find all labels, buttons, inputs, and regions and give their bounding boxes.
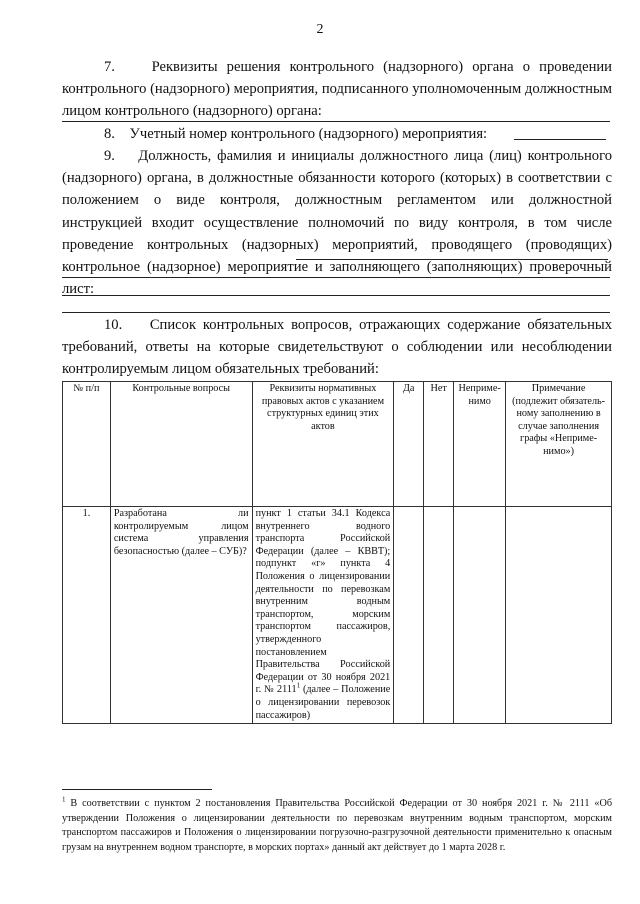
item-10-text: Список контрольных вопросов, отражающих содержание обязательных требований, ответы на которые свидетельствуют о соблюдении или несоблюдении контролируемым лицом обязательных требований: bbox=[62, 317, 612, 378]
item-7-number: 7. bbox=[104, 59, 115, 75]
item-8-fill-line bbox=[514, 139, 606, 140]
footnote bbox=[62, 797, 612, 855]
checklist-table bbox=[62, 381, 612, 724]
item-7-text: Реквизиты решения контрольного (надзорного) органа о проведении контрольного (надзорного) мероприятия, подписанного уполномоченным должностным лицом контрольного (надзорного) органа: bbox=[62, 59, 612, 120]
row-yes-cell[interactable] bbox=[394, 507, 424, 724]
footnote-separator bbox=[62, 789, 212, 790]
row-number: 1. bbox=[63, 507, 111, 724]
col-header-requisites: Реквизиты нормативных правовых актов с указанием структурных единиц этих актов bbox=[252, 382, 394, 507]
item-7-fill-line bbox=[62, 121, 610, 122]
row-requisites-tail: (далее – Положение о лицензировании перевозок пассажиров) bbox=[255, 684, 391, 721]
footnote-marker: 1 bbox=[62, 795, 66, 804]
item-7 bbox=[62, 56, 612, 123]
col-header-question: Контрольные вопросы bbox=[110, 382, 252, 507]
col-header-no: Нет bbox=[424, 382, 454, 507]
item-10 bbox=[62, 314, 612, 381]
row-requisites bbox=[252, 507, 394, 724]
item-9-text: Должность, фамилия и инициалы должностного лица (лиц) контрольного (надзорного) органа, в должностные обязанности которого (которых) в соответствии с положением о виде контроля, должностным регламентом или должностной инструкцией входит осуществление полномочий по виду контроля, в том числе проведение контрольных (надзорных) мероприятий, проводящего (проводящих) контрольное (надзорное) мероприятие и заполняющего (заполняющих) проверочный лист: bbox=[62, 148, 612, 298]
item-9-fill-line-4 bbox=[62, 312, 610, 313]
row-not-applicable-cell[interactable] bbox=[454, 507, 506, 724]
row-no-cell[interactable] bbox=[424, 507, 454, 724]
item-8-text: Учетный номер контрольного (надзорного) мероприятия: bbox=[129, 126, 488, 142]
footnote-text: В соответствии с пунктом 2 постановления Правительства Российской Федерации от 30 ноября 2021 г. № 2111 «Об утверждении Положения о лицензировании деятельности по перевозкам внутренним водным транспортом, морским транспортом пассажиров и Положения о лицензировании погрузочно-разгрузочной деятельности применительно к опасным грузам на внутреннем водном транспорте, в морских портах» данный акт действует до 1 марта 2028 г. bbox=[62, 798, 612, 853]
col-header-not-applicable: Неприме-нимо bbox=[454, 382, 506, 507]
row-requisites-text: пункт 1 статьи 34.1 Кодекса внутреннего водного транспорта Российской Федерации (далее – КВВТ); подпункт «г» пункта 4 Положения о лицензировании деятельности по перевозкам внутренним водным транспортом, морским транспортом пассажиров, утвержденного постановлением Правительства Российской Федерации от 30 ноября 2021 г. № 2111 bbox=[255, 508, 391, 696]
item-8-number: 8. bbox=[104, 126, 115, 142]
item-10-number: 10. bbox=[104, 317, 123, 333]
page-number: 2 bbox=[316, 22, 324, 37]
item-9-fill-line-2 bbox=[62, 277, 610, 278]
table-header-row bbox=[63, 382, 612, 507]
footnote-ref: 1 bbox=[296, 681, 301, 690]
row-note-cell[interactable] bbox=[506, 507, 612, 724]
col-header-number: № п/п bbox=[63, 382, 111, 507]
item-9-number: 9. bbox=[104, 148, 115, 164]
row-question: Разработана ли контролируемым лицом система управления безопасностью (далее – СУБ)? bbox=[110, 507, 252, 724]
item-8 bbox=[62, 123, 612, 145]
item-9-fill-line-3 bbox=[62, 295, 610, 296]
col-header-note: Примечание (подлежит обязатель-ному заполнению в случае заполнения графы «Неприме-нимо») bbox=[506, 382, 612, 507]
item-9-fill-line-1 bbox=[296, 259, 608, 260]
table-row bbox=[63, 507, 612, 724]
col-header-yes: Да bbox=[394, 382, 424, 507]
